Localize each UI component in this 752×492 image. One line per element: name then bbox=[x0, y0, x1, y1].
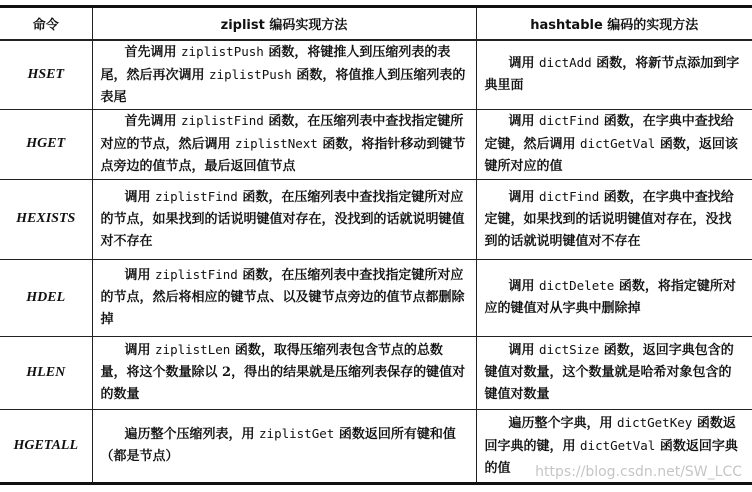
table-row bbox=[0, 109, 752, 179]
text-segment: 函数，在字典中查找给定键，然后调用 bbox=[484, 114, 734, 152]
function-name: dictGetKey bbox=[617, 414, 693, 430]
text-segment: 调用 bbox=[508, 189, 540, 205]
table-row bbox=[0, 259, 752, 336]
text-segment: 首先调用 bbox=[124, 44, 182, 60]
function-name: dictFind bbox=[539, 113, 600, 128]
command-cell: HSET bbox=[0, 40, 92, 110]
function-name: dictFind bbox=[539, 188, 600, 204]
watermark: https://blog.csdn.net/SW_LCC bbox=[535, 464, 742, 480]
text-segment: 函数，返回该键所对应的值 bbox=[484, 137, 738, 174]
text-segment: 函数，将值推人到压缩列表的表尾 bbox=[100, 67, 466, 105]
text-segment: 调用 bbox=[508, 56, 540, 71]
function-name: dictDelete bbox=[539, 278, 615, 293]
text-segment: 函数，将指针移动到键节点旁边的值节点，最后返回值节点 bbox=[100, 137, 466, 174]
text-segment: 首先调用 bbox=[124, 114, 182, 129]
text-segment: 函数返回所有键和值（都是节点） bbox=[100, 427, 456, 464]
hashtable-cell bbox=[476, 259, 752, 336]
text-segment: 函数返回字典的键，用 bbox=[484, 415, 736, 454]
command-cell: HDEL bbox=[0, 259, 92, 336]
command-cell: HGET bbox=[0, 109, 92, 179]
function-name: ziplistGet bbox=[259, 426, 335, 441]
header-row bbox=[0, 7, 752, 40]
text-segment: 遍历整个压缩列表，用 bbox=[124, 427, 260, 442]
function-name: dictSize bbox=[539, 342, 600, 357]
function-name: ziplistFind bbox=[155, 267, 238, 282]
function-name: ziplistFind bbox=[181, 113, 264, 128]
function-name: dictGetVal bbox=[580, 136, 656, 151]
text-segment: 函数，取得压缩列表包含节点的总数量，将这个数量除以 2，得出的结果就是压缩列表保存的键值对的数量 bbox=[100, 343, 466, 402]
text-segment: 函数，在压缩列表中查找指定键所对应的节点，然后将相应的键节点、以及键节点旁边的值节点都删除掉 bbox=[100, 268, 465, 327]
function-name: ziplistFind bbox=[155, 188, 238, 204]
function-name: ziplistNext bbox=[235, 136, 318, 151]
ziplist-cell bbox=[92, 40, 476, 110]
text-segment: 函数，将键推人到压缩列表的表尾，然后再次调用 bbox=[100, 44, 451, 83]
hashtable-cell bbox=[476, 179, 752, 259]
text-segment: 调用 bbox=[508, 279, 540, 294]
text-segment: 调用 bbox=[124, 189, 156, 205]
hashtable-cell bbox=[476, 336, 752, 409]
text-segment: 调用 bbox=[508, 343, 540, 358]
header-hashtable: hashtable 编码的实现方法 bbox=[476, 7, 752, 40]
function-name: ziplistPush bbox=[209, 66, 292, 82]
text-segment: 函数，在压缩列表中查找指定键所对应的节点，如果找到的话说明键值对存在，没找到的话就说明键值对不存在 bbox=[100, 189, 465, 249]
ziplist-cell bbox=[92, 259, 476, 336]
table-row bbox=[0, 40, 752, 110]
text-segment: 遍历整个字典，用 bbox=[508, 415, 618, 431]
header-ziplist: ziplist 编码实现方法 bbox=[92, 7, 476, 40]
text-segment: 函数，在字典中查找给定键，如果找到的话说明键值对存在，没找到的话就说明键值对不存在 bbox=[484, 189, 734, 249]
table-row bbox=[0, 336, 752, 409]
text-segment: 函数，在压缩列表中查找指定键所对应的节点，然后调用 bbox=[100, 114, 464, 152]
hashtable-cell bbox=[476, 40, 752, 110]
text-segment: 调用 bbox=[508, 114, 540, 129]
ziplist-cell bbox=[92, 336, 476, 409]
function-name: dictAdd bbox=[539, 55, 592, 70]
function-name: ziplistLen bbox=[155, 342, 231, 357]
ziplist-cell bbox=[92, 409, 476, 483]
command-cell: HEXISTS bbox=[0, 179, 92, 259]
text-segment: 调用 bbox=[124, 343, 156, 358]
function-name: dictGetVal bbox=[580, 437, 656, 453]
table-row bbox=[0, 179, 752, 259]
hashtable-cell bbox=[476, 109, 752, 179]
function-name: ziplistPush bbox=[181, 43, 264, 59]
text-segment: 函数返回字典的值 bbox=[484, 438, 738, 476]
text-segment: 函数，返回字典包含的键值对数量，这个数量就是哈希对象包含的键值对数量 bbox=[484, 343, 734, 402]
text-segment: 函数，将新节点添加到字典里面 bbox=[484, 56, 740, 93]
header-command: 命令 bbox=[0, 7, 92, 40]
text-segment: 调用 bbox=[124, 268, 156, 283]
command-cell: HGETALL bbox=[0, 409, 92, 483]
ziplist-cell bbox=[92, 109, 476, 179]
hash-encoding-table bbox=[0, 5, 752, 485]
ziplist-cell bbox=[92, 179, 476, 259]
text-segment: 函数，将指定键所对应的键值对从字典中删除掉 bbox=[484, 279, 736, 316]
command-cell: HLEN bbox=[0, 336, 92, 409]
